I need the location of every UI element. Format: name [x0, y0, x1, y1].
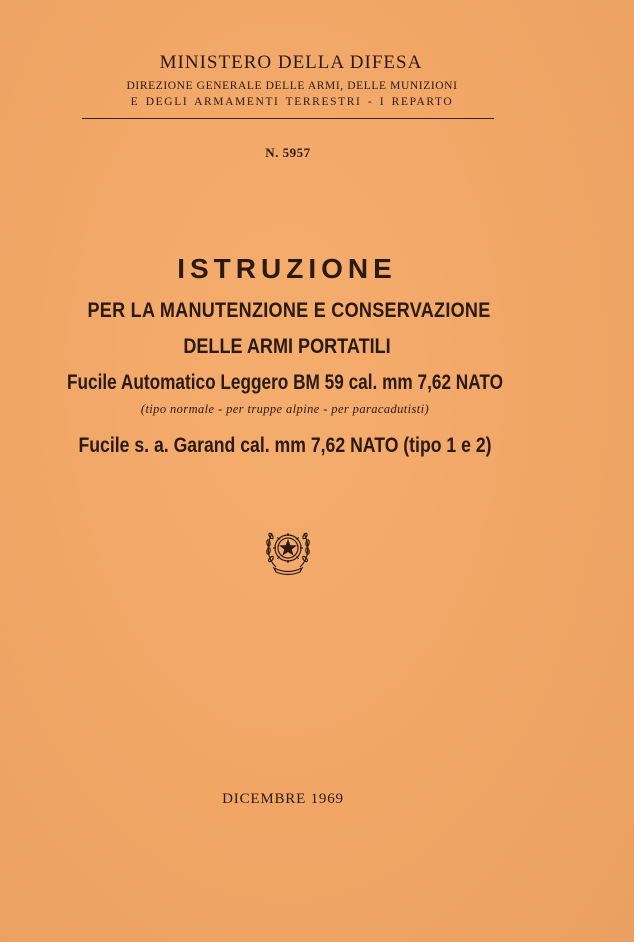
direction-line-1: DIREZIONE GENERALE DELLE ARMI, DELLE MUNIZIONI	[126, 80, 458, 92]
publication-date: DICEMBRE 1969	[222, 791, 344, 807]
rifle-2-title: Fucile s. a. Garand cal. mm 7,62 NATO (tipo 1 e 2)	[78, 434, 492, 457]
rifle-1-note: (tipo normale - per truppe alpine - per paracadutisti)	[140, 402, 430, 416]
document-title: ISTRUZIONE	[177, 253, 397, 284]
rifle-1-title: Fucile Automatico Leggero BM 59 cal. mm 7,62 NATO	[66, 371, 504, 394]
ministry-heading: MINISTERO DELLA DIFESA	[159, 52, 423, 73]
document-number: N. 5957	[265, 145, 311, 160]
subtitle-line-1: PER LA MANUTENZIONE E CONSERVAZIONE	[87, 299, 491, 322]
subtitle-line-2: DELLE ARMI PORTATILI	[183, 335, 391, 358]
header-divider	[82, 118, 494, 119]
direction-line-2: E DEGLI ARMAMENTI TERRESTRI - I REPARTO	[130, 96, 454, 108]
italian-republic-emblem-icon	[262, 519, 314, 577]
